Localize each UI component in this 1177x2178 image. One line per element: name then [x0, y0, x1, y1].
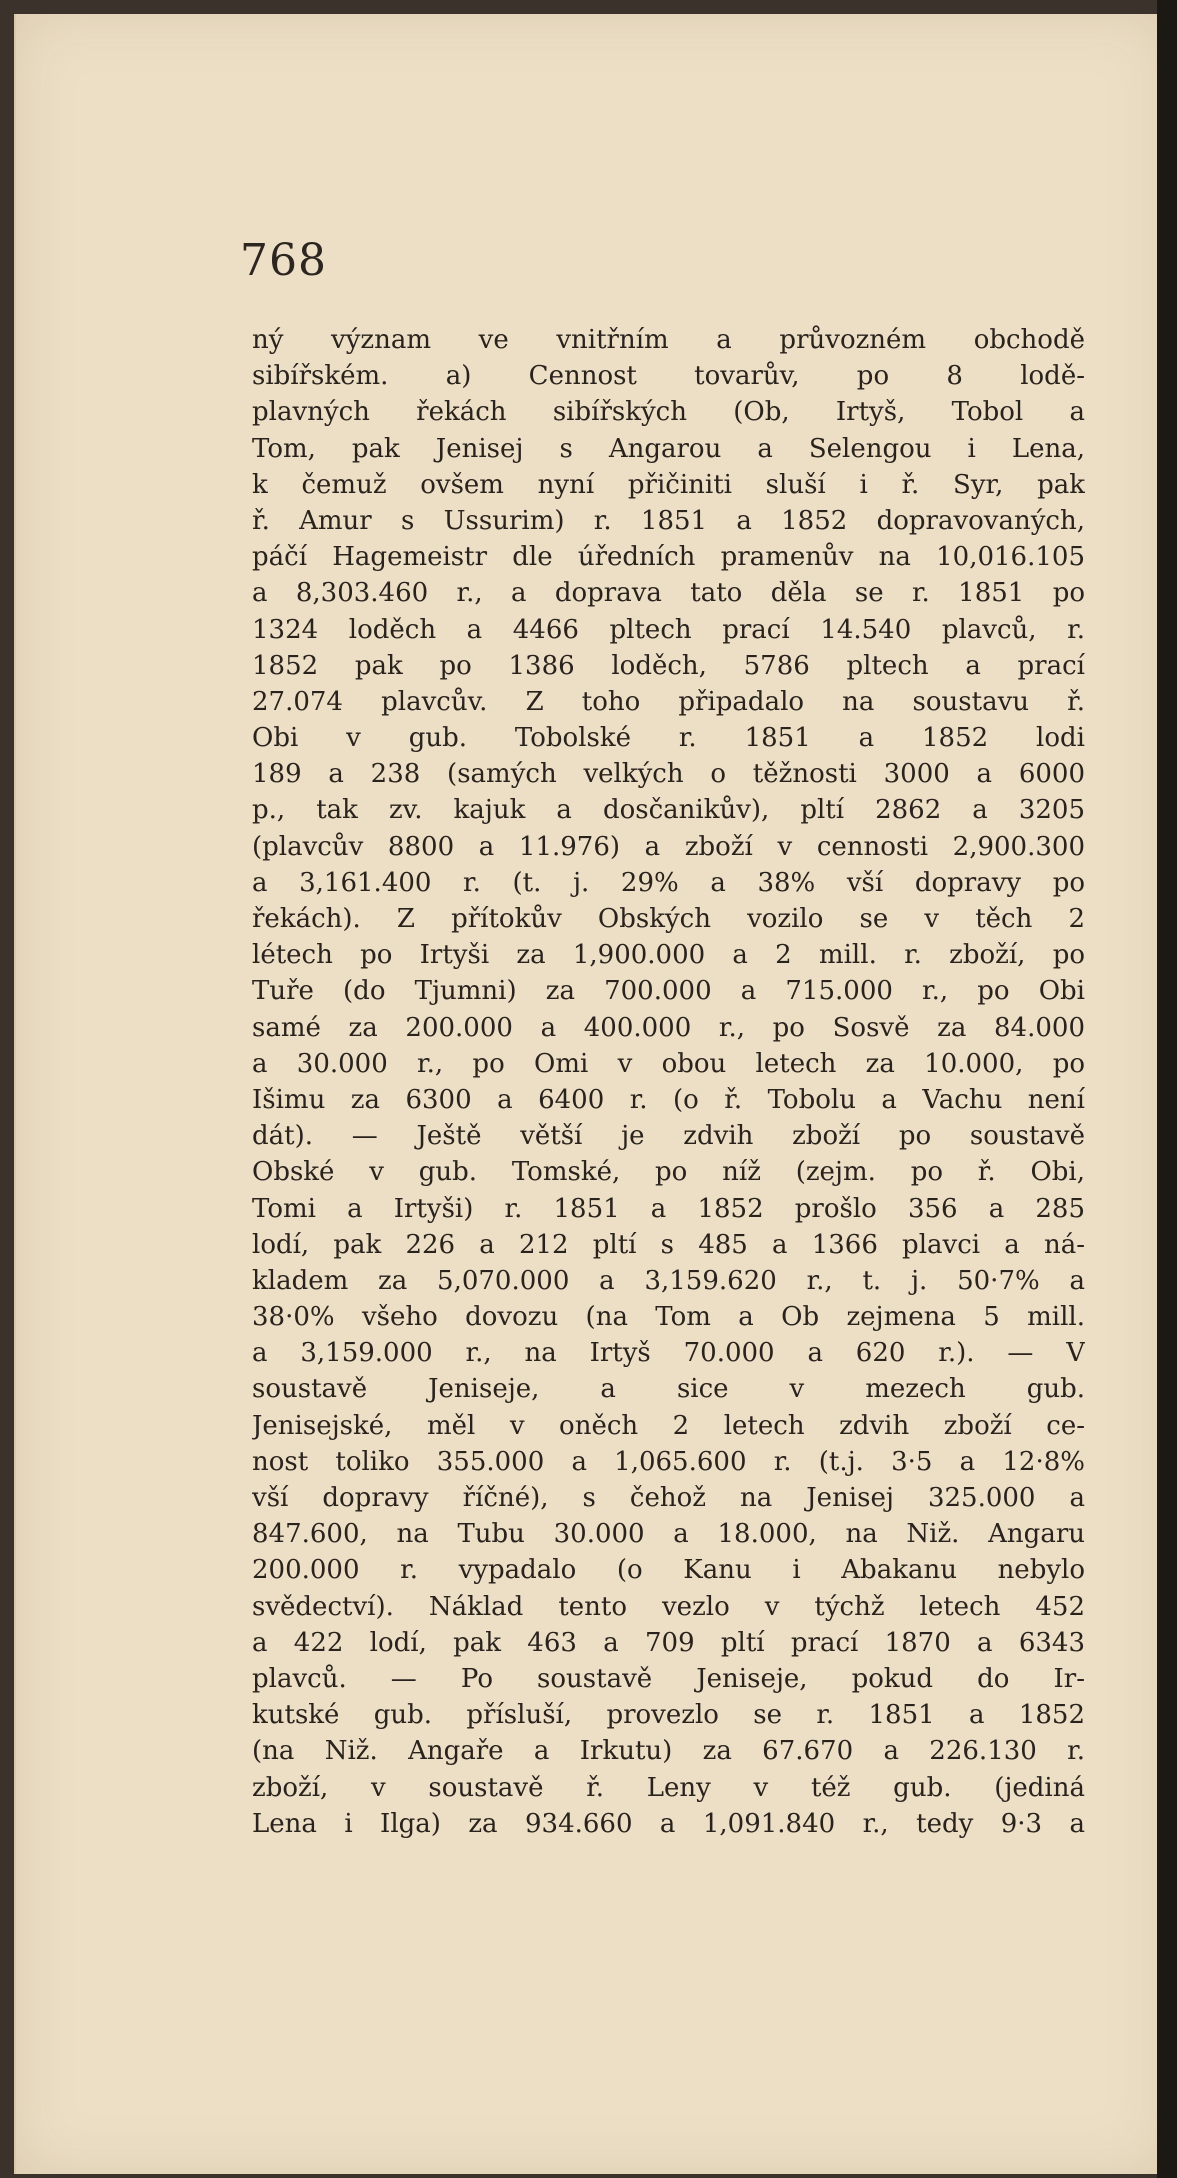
- text-line: dát). — Ještě větší je zdvih zboží po soustavě: [252, 1121, 1085, 1152]
- text-line: a 3,161.400 r. (t. j. 29% a 38% vší dopravy po: [252, 867, 1085, 898]
- text-line: létech po Irtyši za 1,900.000 a 2 mill. r. zboží, po: [252, 940, 1085, 971]
- text-line: Išimu za 6300 a 6400 r. (o ř. Tobolu a Vachu není: [252, 1084, 1085, 1115]
- text-line: řekách). Z přítokův Obských vozilo se v těch 2: [252, 904, 1085, 934]
- text-line: 27.074 plavcův. Z toho připadalo na soustavu ř.: [252, 686, 1085, 717]
- text-line: kutské gub. přísluší, provezlo se r. 1851 a 1852: [252, 1700, 1085, 1731]
- text-line: 1324 loděch a 4466 pltech prací 14.540 plavců, r.: [252, 614, 1085, 645]
- text-line: a 8,303.460 r., a doprava tato děla se r. 1851 po: [252, 578, 1085, 609]
- text-line: 1852 pak po 1386 loděch, 5786 pltech a prací: [252, 650, 1085, 681]
- text-line: 189 a 238 (samých velkých o těžnosti 3000 a 6000: [252, 759, 1085, 790]
- text-line: Lena i Ilga) za 934.660 a 1,091.840 r., tedy 9·3 a: [252, 1808, 1085, 1839]
- text-line: Obi v gub. Tobolské r. 1851 a 1852 lodi: [252, 723, 1085, 754]
- text-line: plavců. — Po soustavě Jeniseje, pokud do Ir-: [252, 1663, 1085, 1694]
- book-spine-shadow: [1157, 0, 1177, 2178]
- text-line: Obské v gub. Tomské, po níž (zejm. po ř. Obi,: [252, 1157, 1085, 1188]
- text-line: a 30.000 r., po Omi v obou letech za 10.000, po: [252, 1048, 1085, 1079]
- text-line: a 422 lodí, pak 463 a 709 pltí prací 1870 a 6343: [252, 1627, 1085, 1658]
- text-line: p., tak zv. kajuk a dosčanikův), pltí 2862 a 3205: [252, 795, 1085, 826]
- text-line: svědectví). Náklad tento vezlo v týchž letech 452: [252, 1591, 1085, 1622]
- text-line: (plavcův 8800 a 11.976) a zboží v cennosti 2,900.300: [252, 831, 1085, 862]
- text-line: plavných řekách sibířských (Ob, Irtyš, Tobol a: [252, 397, 1085, 428]
- text-line: 38·0% všeho dovozu (na Tom a Ob zejmena 5 mill.: [252, 1302, 1085, 1333]
- text-line: nost toliko 355.000 a 1,065.600 r. (t.j. 3·5 a 12·8%: [252, 1446, 1085, 1477]
- text-line: k čemuž ovšem nyní přičiniti sluší i ř. Syr, pak: [252, 469, 1085, 500]
- page-number: 768: [240, 235, 327, 286]
- text-line: Tomi a Irtyši) r. 1851 a 1852 prošlo 356 a 285: [252, 1193, 1085, 1224]
- body-text: [252, 322, 1085, 1842]
- text-line: 847.600, na Tubu 30.000 a 18.000, na Niž. Angaru: [252, 1519, 1085, 1550]
- text-line: ř. Amur s Ussurim) r. 1851 a 1852 dopravovaných,: [252, 505, 1085, 536]
- text-line: Tuře (do Tjumni) za 700.000 a 715.000 r., po Obi: [252, 976, 1085, 1007]
- text-line: 200.000 r. vypadalo (o Kanu i Abakanu nebylo: [252, 1555, 1085, 1586]
- text-line: páčí Hagemeistr dle úředních pramenův na 10,016.105: [252, 542, 1085, 573]
- text-line: kladem za 5,070.000 a 3,159.620 r., t. j. 50·7% a: [252, 1265, 1085, 1296]
- text-line: vší dopravy říčné), s čehož na Jenisej 325.000 a: [252, 1483, 1085, 1513]
- text-line: lodí, pak 226 a 212 pltí s 485 a 1366 plavci a ná-: [252, 1229, 1085, 1260]
- text-line: a 3,159.000 r., na Irtyš 70.000 a 620 r.). — V: [252, 1338, 1085, 1369]
- text-line: Tom, pak Jenisej s Angarou a Selengou i Lena,: [252, 433, 1085, 464]
- text-line: sibířském. a) Cennost tovarův, po 8 lodě-: [252, 361, 1085, 392]
- text-line: Jenisejské, měl v oněch 2 letech zdvih zboží ce-: [252, 1410, 1085, 1441]
- text-line: soustavě Jeniseje, a sice v mezech gub.: [252, 1374, 1085, 1405]
- text-line: samé za 200.000 a 400.000 r., po Sosvě za 84.000: [252, 1012, 1085, 1043]
- text-line: ný význam ve vnitřním a průvozném obchodě: [252, 325, 1085, 355]
- text-line: (na Niž. Angaře a Irkutu) za 67.670 a 226.130 r.: [252, 1736, 1085, 1767]
- text-line: zboží, v soustavě ř. Leny v též gub. (jediná: [252, 1772, 1085, 1803]
